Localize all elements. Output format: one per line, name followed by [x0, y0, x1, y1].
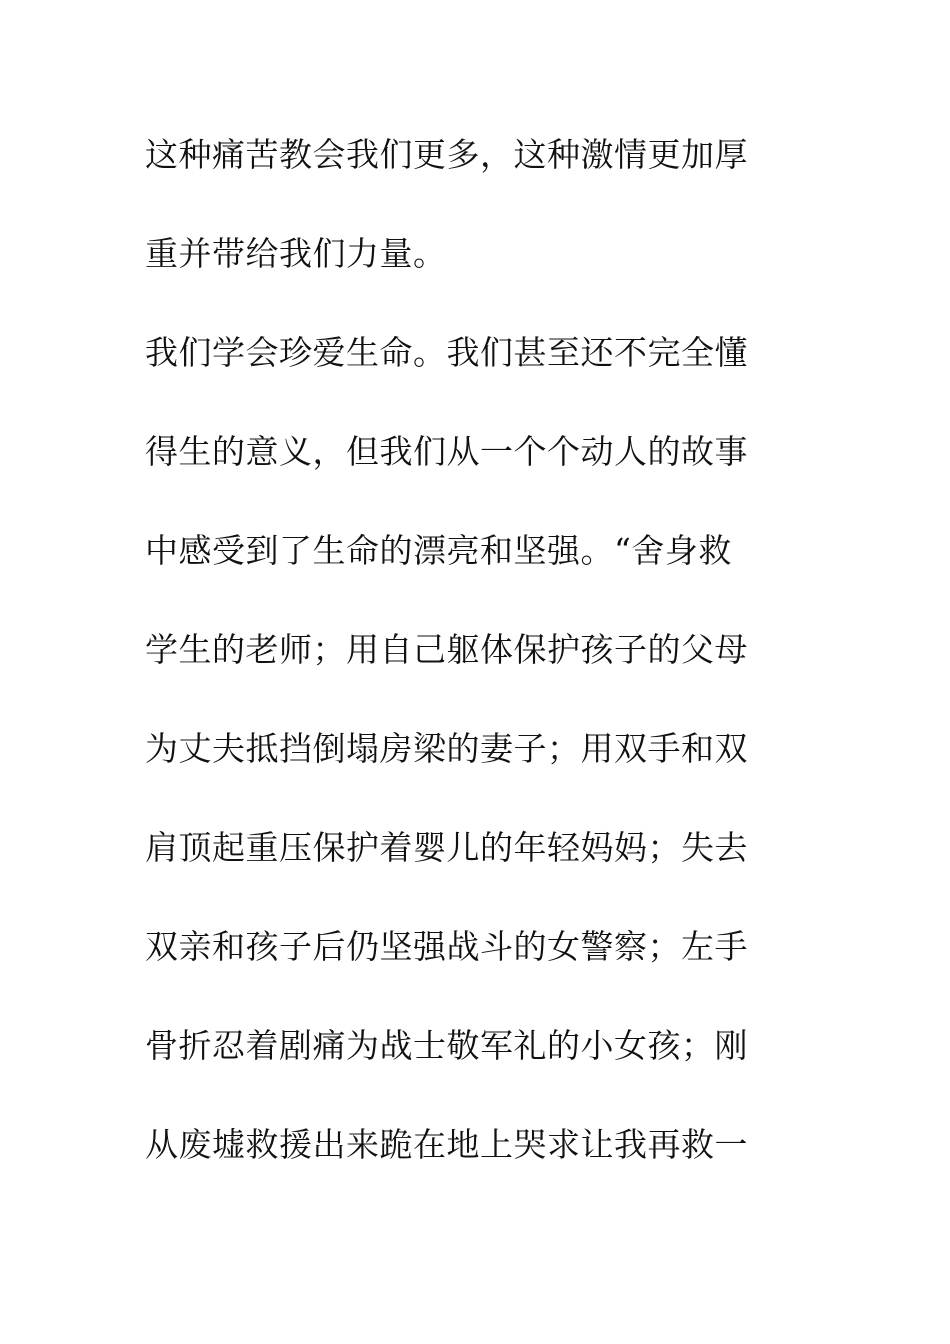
text-line: 我们学会珍爱生命。我们甚至还不完全懂 [145, 333, 748, 372]
text-line: 双亲和孩子后仍坚强战斗的女警察；左手 [145, 927, 748, 966]
text-line: 中感受到了生命的漂亮和坚强。“舍身救 [145, 531, 732, 570]
text-line: 骨折忍着剧痛为战士敬军礼的小女孩；刚 [145, 1026, 748, 1065]
text-line: 重并带给我们力量。 [145, 234, 447, 273]
body-text [145, 122, 815, 1211]
text-line: 这种痛苦教会我们更多，这种激情更加厚 [145, 135, 748, 174]
text-line: 从废墟救援出来跪在地上哭求让我再救一 [145, 1125, 748, 1164]
text-line: 为丈夫抵挡倒塌房梁的妻子；用双手和双 [145, 729, 748, 768]
text-line: 肩顶起重压保护着婴儿的年轻妈妈；失去 [145, 828, 748, 867]
text-line: 得生的意义，但我们从一个个动人的故事 [145, 432, 748, 471]
text-line: 学生的老师；用自己躯体保护孩子的父母 [145, 630, 748, 669]
